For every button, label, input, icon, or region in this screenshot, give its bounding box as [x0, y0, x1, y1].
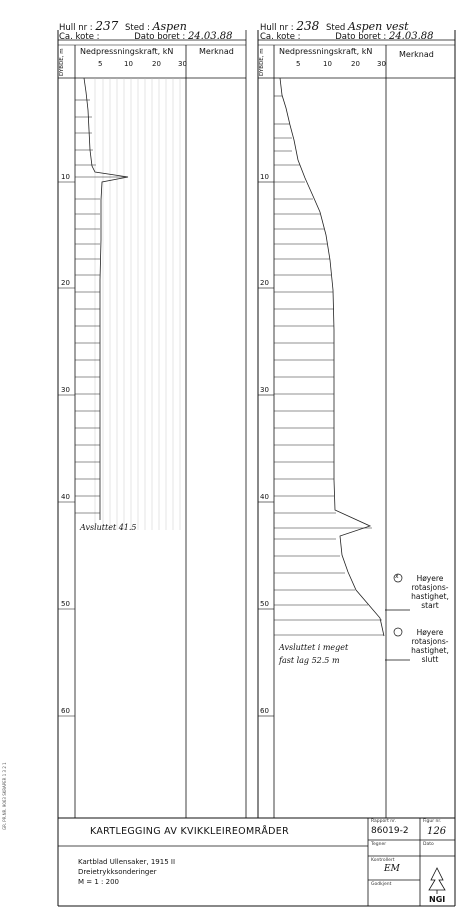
left-force-curve: [84, 78, 128, 520]
left-depth-label: 60: [61, 707, 70, 715]
right-force-tick: 20: [351, 60, 360, 68]
left-force-tick: 5: [98, 60, 103, 68]
right-hole-number: 238: [296, 19, 320, 33]
left-hole-number: 237: [95, 19, 119, 33]
project-title: KARTLEGGING AV KVIKKLEIREOMRÅDER: [90, 826, 289, 837]
left-force-header: Nedpressningskraft, kN: [80, 47, 174, 56]
left-date: 24.03.88: [187, 31, 233, 42]
left-half-turn-lines: [75, 100, 128, 513]
scale-line: M = 1 : 200: [78, 878, 119, 886]
checked-initials: EM: [384, 864, 400, 874]
left-depth-label: 50: [61, 600, 70, 608]
left-elevation-row: Ca. kote : Dato boret : 24.03.88: [59, 31, 233, 42]
left-depth-ticks: [58, 182, 75, 716]
right-end-note-line1: Avsluttet i meget: [279, 643, 349, 652]
right-force-tick: 10: [323, 60, 332, 68]
date-label: Dato: [423, 842, 434, 847]
report-label: Rapport nr.: [371, 819, 397, 824]
right-site-name: Aspen vest: [348, 20, 409, 33]
right-depth-label: 50: [260, 600, 269, 608]
right-depth-header: DYBDE, m: [259, 48, 265, 76]
right-force-tick: 5: [296, 60, 301, 68]
right-end-note-line2: fast lag 52.5 m: [279, 656, 340, 665]
left-force-tick: 10: [124, 60, 133, 68]
side-stamp: GR. PR.NR. 9063 SKRAPER 1 3 2 1: [2, 762, 7, 830]
right-depth-label: 10: [260, 173, 269, 181]
map-sheet-line: Kartblad Ullensaker, 1915 II: [78, 858, 176, 866]
left-force-grid: [95, 78, 180, 530]
left-depth-label: 30: [61, 386, 70, 394]
right-depth-label: 40: [260, 493, 269, 501]
legend-start-text: Høyere rotasjons-hastighet, start: [411, 574, 449, 610]
legend-start-glyph: x: [395, 573, 399, 580]
left-depth-label: 10: [61, 173, 70, 181]
left-site-name: Aspen: [152, 20, 187, 33]
right-force-header: Nedpressningskraft, kN: [279, 47, 373, 56]
right-hole-label: Hull nr : 238 Sted Aspen vest: [260, 19, 409, 33]
left-force-tick: 20: [152, 60, 161, 68]
right-force-tick: 30: [377, 60, 386, 68]
right-depth-label: 60: [260, 707, 269, 715]
figure-number: 126: [427, 826, 447, 837]
ngi-logo: NGI: [429, 895, 446, 904]
right-depth-label: 20: [260, 279, 269, 287]
left-end-note: Avsluttet 41.5: [80, 523, 137, 532]
left-merknad-header: Merknad: [199, 47, 234, 56]
right-date: 24.03.88: [388, 31, 434, 42]
left-force-tick: 30: [178, 60, 187, 68]
checked-label: Kontrollert: [371, 858, 395, 863]
right-depth-ticks: [258, 182, 274, 716]
method-line: Dreietrykksonderinger: [78, 868, 157, 876]
drawn-by-label: Tegner: [371, 842, 387, 847]
report-number: 86019-2: [371, 826, 409, 836]
left-depth-label: 20: [61, 279, 70, 287]
right-half-turn-lines: [274, 96, 384, 635]
right-merknad-header: Merknad: [399, 50, 434, 59]
left-depth-header: DYBDE, m: [59, 48, 65, 76]
right-elevation-row: Ca. kote : Dato boret : 24.03.88: [260, 31, 434, 42]
legend-stop-text: Høyere rotasjons-hastighet, slutt: [411, 628, 449, 664]
right-depth-label: 30: [260, 386, 269, 394]
figure-label: Figur nr.: [423, 819, 442, 824]
right-log-frame: [258, 30, 455, 818]
right-force-curve: [280, 78, 384, 636]
approved-label: Godkjent: [371, 882, 392, 887]
ngi-logo-mark: [429, 868, 445, 894]
left-hole-label: Hull nr : 237 Sted : Aspen: [59, 19, 187, 33]
left-depth-label: 40: [61, 493, 70, 501]
